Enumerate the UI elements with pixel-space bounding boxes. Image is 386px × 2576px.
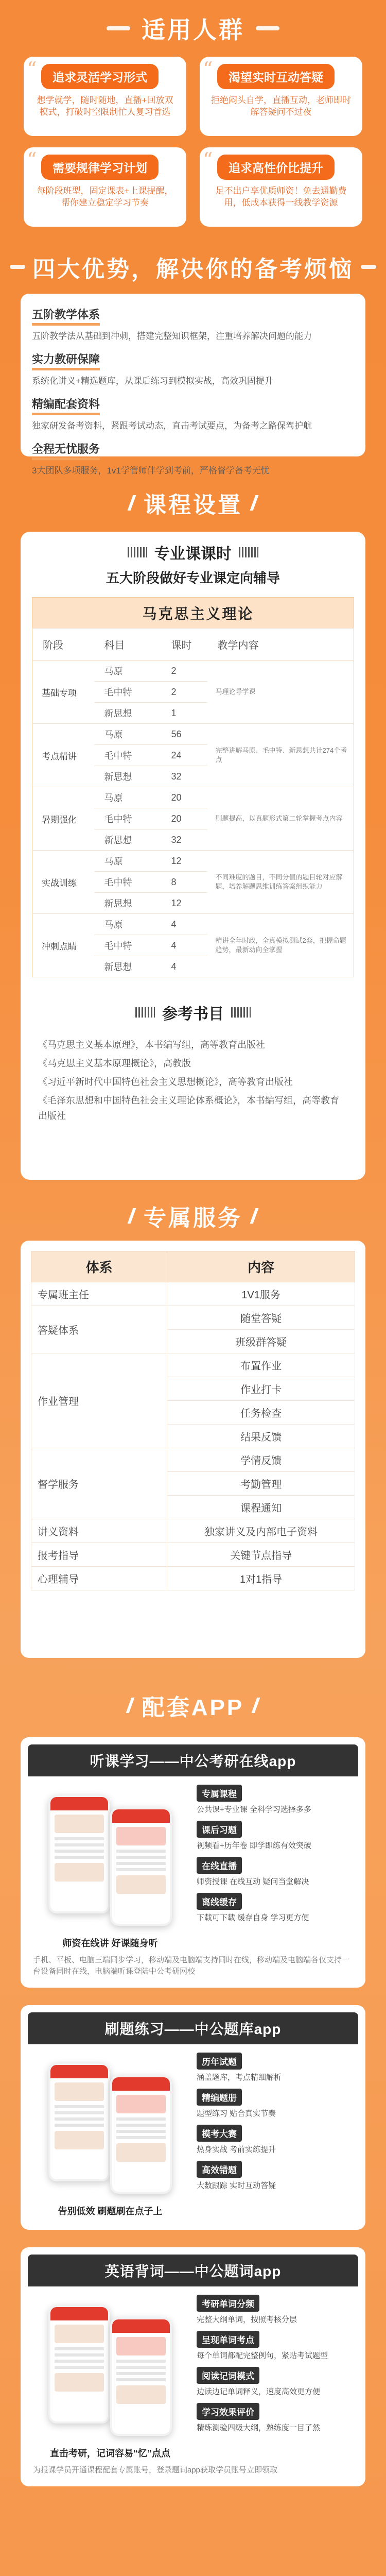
advantage-text: 系统化讲义+精选题库，从课后练习到模拟实战，高效巩固提升 [32, 376, 273, 386]
apps-title-text: 配套APP [142, 1695, 244, 1720]
phone-bar [50, 1797, 108, 1810]
column-header: 教学内容 [207, 629, 354, 660]
system-cell: 心理辅导 [31, 1567, 167, 1590]
phone-line [116, 2360, 166, 2363]
audience-text: 想学就学，随时随地，直播+回放双模式，打破时空限制忙人复习首选 [37, 95, 173, 117]
phone-line [116, 2124, 166, 2127]
slash-left [128, 1208, 136, 1224]
feature-label: 历年试题 [197, 2053, 242, 2070]
phone-line [55, 1837, 104, 1840]
phone-line [55, 2360, 104, 2363]
table-row [32, 660, 354, 682]
hours-cell: 4 [161, 956, 207, 977]
hours-cell: 32 [161, 766, 207, 787]
app-cards [0, 1737, 386, 2486]
audience-tag: 追求高性价比提升 [217, 155, 335, 180]
desc-cell: 不同难度的题目，不同分值的题目轮对应解题，培养解题思维训练答案组织能力 [207, 851, 354, 914]
phone-mockups [33, 2053, 187, 2217]
subject-cell: 马原 [94, 914, 161, 935]
subject-cell: 新思想 [94, 956, 161, 977]
advantage-item [32, 396, 354, 431]
service-box [21, 1241, 365, 1658]
hours-cell: 1 [161, 703, 207, 724]
slash-left [128, 495, 136, 511]
feature-label: 呈现单词考点 [197, 2331, 259, 2348]
feature-text: 边读边记单词释义，速度高效更方便 [197, 2387, 321, 2396]
refs-list [32, 1037, 354, 1124]
slash-right [250, 1208, 259, 1224]
title-dash-right [256, 26, 279, 30]
refs-subhead [32, 1001, 354, 1024]
phone-line [55, 2117, 104, 2121]
advantage-item [32, 351, 354, 386]
apps-title [0, 1673, 386, 1737]
app-card-inner [28, 1776, 358, 1955]
phone-bar [112, 2319, 170, 2333]
subject-cell: 新思想 [94, 893, 161, 914]
app-feature [197, 1785, 353, 1815]
hours-cell: 12 [161, 893, 207, 914]
feature-text: 视频看+历年卷 即学即练有效突破 [197, 1841, 311, 1850]
app-card-head: 英语背词——中公题词app [28, 2255, 358, 2286]
phone-line [55, 2105, 104, 2108]
phone-block [55, 1815, 104, 1833]
advantage-title: 全程无忧服务 [32, 440, 100, 460]
ref-item: 《马克思主义基本原理》，本书编写组，高等教育出版社 [38, 1040, 265, 1050]
stage-cell: 实战训练 [32, 851, 94, 914]
course-subhead [32, 541, 354, 587]
app-feature [197, 2295, 353, 2325]
advantages-title-text: 四大优势，解决你的备考烦恼 [32, 257, 354, 282]
subject-cell: 马原 [94, 724, 161, 745]
column-header: 课时 [161, 629, 207, 660]
phone-block [55, 2131, 104, 2149]
app-card-inner [28, 2286, 358, 2465]
table-row [32, 914, 354, 935]
hours-cell: 8 [161, 872, 207, 893]
audience-title [0, 0, 386, 57]
hours-cell: 4 [161, 935, 207, 956]
app-feature [197, 1821, 353, 1851]
app-feature [197, 2053, 353, 2082]
subject-cell: 毛中特 [94, 872, 161, 893]
feature-label: 离线缓存 [197, 1893, 242, 1910]
advantage-item [32, 440, 354, 476]
content-cell: 结果反馈 [167, 1425, 355, 1448]
phone-bar [112, 2077, 170, 2091]
feature-label: 在线直播 [197, 1857, 242, 1874]
app-feature [197, 2331, 353, 2361]
hours-cell: 32 [161, 829, 207, 851]
app-caption: 告别低效 刷题刷在点子上 [58, 2206, 163, 2216]
phone-line [116, 2117, 166, 2121]
phone-bar [50, 2065, 108, 2078]
audience-card [200, 147, 362, 227]
phone-block [55, 2325, 104, 2343]
service-table [31, 1251, 355, 1590]
advantage-text: 独家研发备考资料，紧跟考试动态，直击考试要点，为备考之路保驾护航 [32, 421, 312, 431]
slash-right [252, 1698, 260, 1713]
table-row [31, 1519, 355, 1543]
feature-text: 下载可下载 缓存自身 学习更方便 [197, 1913, 309, 1922]
refs-title-text: 参考书目 [162, 1006, 224, 1023]
feature-text: 精练测验四级大纲，熟练度一目了然 [197, 2424, 321, 2432]
phone-line [116, 1850, 166, 1853]
phone-block [116, 2143, 166, 2162]
app-card-inner [28, 2044, 358, 2223]
hours-cell: 4 [161, 914, 207, 935]
ref-item: 《习近平新时代中国特色社会主义思想概论》，高等教育出版社 [38, 1077, 293, 1087]
phone-line [116, 1856, 166, 1859]
app-feature [197, 2161, 353, 2191]
phone-line [55, 2111, 104, 2114]
phone-line [116, 2130, 166, 2133]
content-cell: 关键节点指导 [167, 1543, 355, 1567]
stage-cell: 基础专项 [32, 660, 94, 724]
system-cell: 作业管理 [31, 1353, 167, 1448]
table-row [32, 851, 354, 872]
feature-label: 专属课程 [197, 1785, 242, 1802]
advantages-box [21, 294, 365, 476]
app-caption: 直击考研，记词容易“忆”点点 [50, 2448, 170, 2459]
feature-text: 涵盖题库，考点精细解析 [197, 2073, 282, 2082]
audience-tag: 追求灵活学习形式 [41, 64, 159, 89]
quote-open-icon: “ [27, 148, 37, 171]
feature-text: 题型练习 贴合真实节奏 [197, 2109, 276, 2118]
course-title [0, 474, 386, 532]
feature-label: 考研单词分频 [197, 2295, 259, 2312]
phone-screen-icon [110, 2317, 172, 2436]
desc-cell: 精讲全年时政，全真模拟测试2套，把握命题趋势，最新动向全掌握 [207, 914, 354, 977]
column-header: 科目 [94, 629, 161, 660]
audience-text: 每阶段班型，固定课表+上课提醒，帮你建立稳定学习节奏 [37, 186, 173, 208]
system-cell: 专属班主任 [31, 1282, 167, 1306]
title-dash-left [10, 265, 25, 269]
advantage-text: 五阶教学法从基础到冲刺，搭建完整知识框架，注重培养解决问题的能力 [32, 331, 312, 341]
system-cell: 答疑体系 [31, 1306, 167, 1353]
app-card-head: 刷题练习——中公题库app [28, 2012, 358, 2044]
phone-block [116, 1827, 166, 1845]
column-header: 阶段 [32, 629, 94, 660]
system-cell: 报考指导 [31, 1543, 167, 1567]
audience-card [24, 147, 186, 227]
stage-cell: 冲刺点睛 [32, 914, 94, 977]
content-cell: 作业打卡 [167, 1377, 355, 1401]
hours-cell: 12 [161, 851, 207, 872]
app-features [187, 2295, 353, 2460]
app-feature [197, 1893, 353, 1923]
phone-line [55, 2353, 104, 2357]
subject-cell: 新思想 [94, 703, 161, 724]
phone-mockups [33, 1785, 187, 1950]
content-cell: 考勤管理 [167, 1472, 355, 1496]
advantage-item [32, 306, 354, 342]
refs-title [32, 1001, 354, 1024]
app-feature [197, 2125, 353, 2155]
phone-bar [112, 1809, 170, 1823]
feature-text: 热身实战 考前实练提升 [197, 2145, 276, 2154]
feature-label: 学习效果评价 [197, 2403, 259, 2420]
content-cell: 学情反馈 [167, 1448, 355, 1472]
phone-line [116, 2372, 166, 2375]
subject-cell: 马原 [94, 851, 161, 872]
app-feature [197, 1857, 353, 1887]
phone-block [55, 1863, 104, 1882]
subject-cell: 毛中特 [94, 745, 161, 766]
quote-open-icon: “ [203, 148, 213, 171]
content-cell: 布置作业 [167, 1353, 355, 1377]
feature-text: 师资授课 在线互动 疑问当堂解决 [197, 1877, 309, 1886]
course-subhead-main [32, 541, 354, 564]
stage-cell: 考点精讲 [32, 724, 94, 787]
desc-cell: 刷题提高，以真题形式第二轮掌握考点内容 [207, 787, 354, 851]
content-cell: 课程通知 [167, 1496, 355, 1519]
subject-cell: 毛中特 [94, 808, 161, 829]
course-box [21, 532, 365, 1180]
hours-cell: 2 [161, 682, 207, 703]
phone-block [55, 2373, 104, 2392]
phone-block [116, 2385, 166, 2404]
phone-line [116, 2378, 166, 2381]
hours-cell: 20 [161, 787, 207, 808]
audience-card [24, 57, 186, 136]
course-subhead-main-text: 专业课课时 [154, 546, 232, 563]
feature-text: 每个单词都配完整例句，紧贴考试题型 [197, 2351, 328, 2360]
content-cell: 班级群答疑 [167, 1330, 355, 1353]
app-card [21, 1737, 365, 1988]
audience-text: 拒绝闷头自学，直播互动，老师即时解答疑问不过夜 [211, 95, 351, 117]
stripes-icon [239, 547, 258, 557]
course-title-text: 课程设置 [144, 493, 242, 518]
stripes-icon [128, 547, 147, 557]
subject-cell: 马原 [94, 787, 161, 808]
phone-line [55, 1843, 104, 1846]
app-card-head: 听课学习——中公考研在线app [28, 1744, 358, 1776]
service-table-header [31, 1251, 355, 1282]
table-row [31, 1353, 355, 1377]
desc-cell: 完整讲解马原、毛中特、新思想共计274个考点 [207, 724, 354, 787]
app-feature [197, 2089, 353, 2119]
phone-screen-icon [48, 2063, 110, 2181]
service-table-body [31, 1282, 355, 1590]
table-row [31, 1543, 355, 1567]
hours-cell: 56 [161, 724, 207, 745]
service-title-text: 专属服务 [144, 1206, 242, 1231]
phone-screen-icon [48, 1795, 110, 1913]
table-row [31, 1306, 355, 1330]
phone-line [55, 1850, 104, 1853]
desc-cell: 马理论导学课 [207, 660, 354, 724]
course-subhead-sub: 五大阶段做好专业课定向辅导 [106, 570, 280, 586]
phone-line [55, 2366, 104, 2369]
app-features [187, 1785, 353, 1950]
stripes-icon [135, 1007, 155, 1018]
audience-tag: 渴望实时互动答疑 [217, 64, 335, 89]
content-cell: 随堂答疑 [167, 1306, 355, 1330]
content-cell: 任务检查 [167, 1401, 355, 1425]
phone-line [55, 1856, 104, 1859]
phone-line [55, 2124, 104, 2127]
hours-cell: 24 [161, 745, 207, 766]
hours-cell: 20 [161, 808, 207, 829]
audience-card-grid [0, 57, 386, 227]
subject-cell: 毛中特 [94, 682, 161, 703]
feature-label: 阅读记词模式 [197, 2367, 259, 2384]
phone-screen-icon [48, 2305, 110, 2424]
app-feature [197, 2367, 353, 2397]
phone-line [116, 1862, 166, 1865]
audience-title-text: 适用人群 [142, 16, 244, 43]
table-row [32, 724, 354, 745]
column-header: 内容 [167, 1251, 355, 1282]
feature-label: 课后习题 [197, 1821, 242, 1838]
stage-cell: 暑期强化 [32, 787, 94, 851]
system-cell: 讲义资料 [31, 1519, 167, 1543]
course-table-title: 马克思主义理论 [32, 598, 354, 629]
feature-label: 模考大赛 [197, 2125, 242, 2142]
table-row [31, 1567, 355, 1590]
slash-right [250, 495, 259, 511]
audience-tag: 需要规律学习计划 [41, 155, 159, 180]
advantage-title: 实力教研保障 [32, 351, 100, 370]
advantages-title [0, 240, 386, 294]
content-cell: 1对1指导 [167, 1567, 355, 1590]
feature-text: 完整大纲单词，按照考核分层 [197, 2315, 297, 2324]
subject-cell: 马原 [94, 660, 161, 682]
app-features [187, 2053, 353, 2217]
feature-label: 精编题册 [197, 2089, 242, 2106]
app-caption: 师资在线讲 好课随身听 [62, 1938, 158, 1948]
advantage-text: 3大团队多项服务，1v1学管师伴学到考前，严格督学备考无忧 [32, 466, 270, 476]
app-note: 为报课学员开通课程配套专属账号，登录题词app获取学员账号立即领取 [33, 2466, 278, 2475]
phone-block [116, 1875, 166, 1894]
subject-cell: 新思想 [94, 829, 161, 851]
content-cell: 1V1服务 [167, 1282, 355, 1306]
phone-line [116, 1868, 166, 1871]
feature-label: 高效错题 [197, 2161, 242, 2178]
advantage-title: 五阶教学体系 [32, 306, 100, 326]
advantage-title: 精编配套资料 [32, 396, 100, 415]
column-header: 体系 [31, 1251, 167, 1282]
slash-left [126, 1698, 134, 1713]
phone-line [55, 2347, 104, 2350]
phone-line [116, 2366, 166, 2369]
audience-text: 足不出户享优质师资！免去通勤费用，低成本获得一线教学资源 [215, 186, 347, 208]
phone-screen-icon [110, 1807, 172, 1926]
service-title [0, 1191, 386, 1241]
system-cell: 督学服务 [31, 1448, 167, 1519]
phone-screen-icon [110, 2075, 172, 2194]
ref-item: 《马克思主义基本原理概论》，高教版 [38, 1058, 191, 1069]
phone-bar [50, 2307, 108, 2320]
phone-block [116, 2095, 166, 2113]
quote-open-icon: “ [203, 58, 213, 80]
ref-item: 《毛泽东思想和中国特色社会主义理论体系概论》，本书编写组，高等教育出版社 [38, 1095, 339, 1121]
app-card [21, 2005, 365, 2230]
content-cell: 独家讲义及内部电子资料 [167, 1519, 355, 1543]
table-row [31, 1448, 355, 1472]
stripes-icon [231, 1007, 251, 1018]
app-note: 手机、平板、电脑三端同步学习，移动端及电脑端支持同时在线，移动端及电脑端各仅支持一台设备同时在线，电脑端听课登陆中公考研网校 [33, 1956, 350, 1976]
phone-line [116, 2136, 166, 2139]
subject-cell: 毛中特 [94, 935, 161, 956]
feature-text: 大数跟踪 实时互动答疑 [197, 2181, 276, 2190]
course-table [32, 597, 354, 977]
title-dash-left [107, 26, 130, 30]
app-card [21, 2247, 365, 2486]
title-dash-right [361, 265, 376, 269]
phone-block [116, 2337, 166, 2355]
course-table-header [32, 629, 354, 660]
audience-card [200, 57, 362, 136]
quote-open-icon: “ [27, 58, 37, 80]
feature-text: 公共课+专业课 全科学习选择多多 [197, 1805, 311, 1814]
phone-mockups [33, 2295, 187, 2460]
app-feature [197, 2403, 353, 2433]
phone-block [55, 2082, 104, 2101]
table-row [31, 1282, 355, 1306]
table-row [32, 787, 354, 808]
course-table-body [32, 660, 354, 977]
hours-cell: 2 [161, 660, 207, 682]
subject-cell: 新思想 [94, 766, 161, 787]
